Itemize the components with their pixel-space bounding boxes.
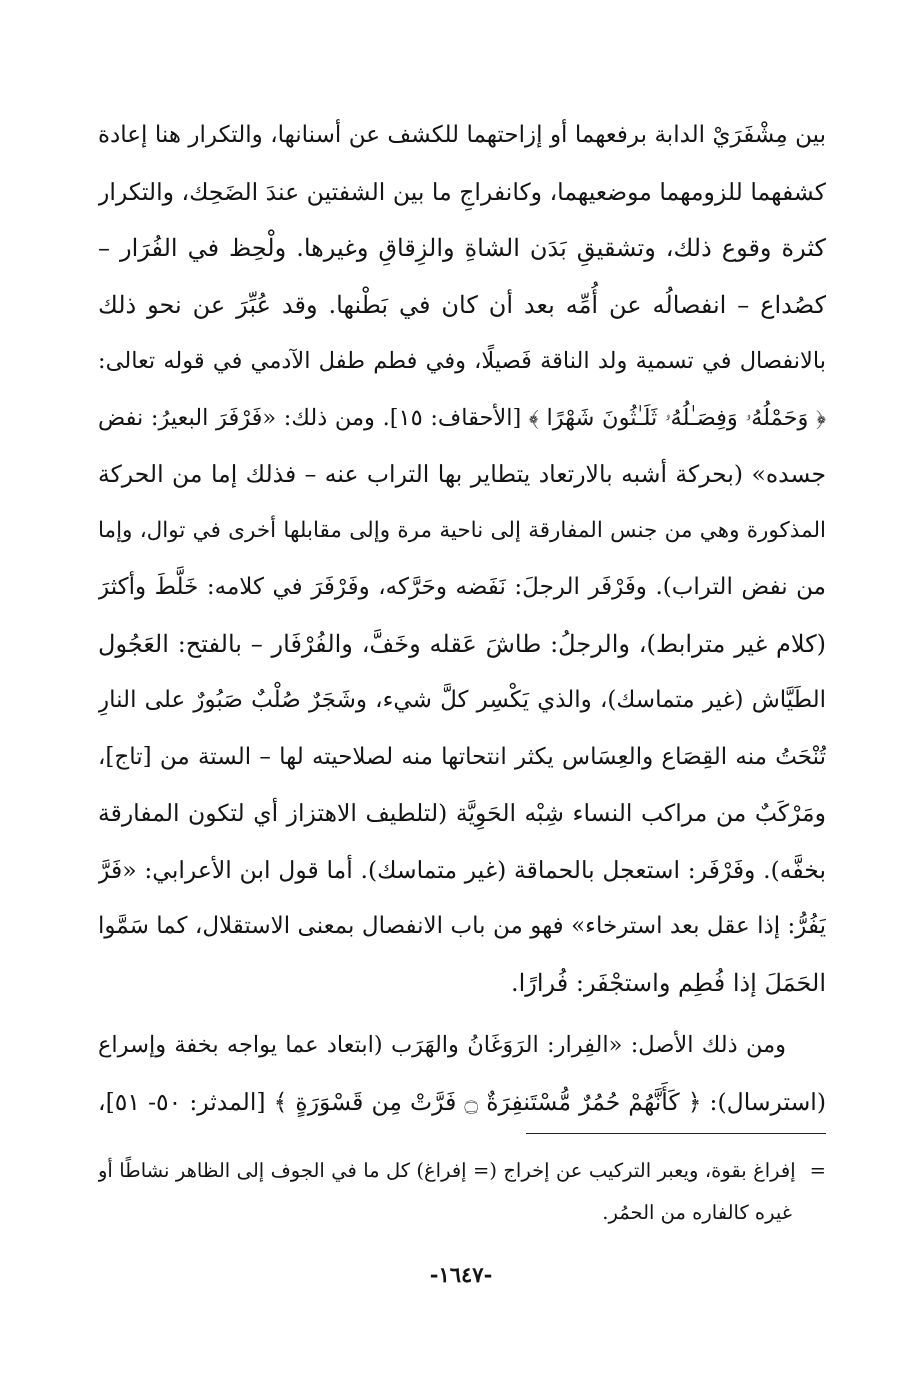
text-line: بخفَّه). وفَرْفَر: استعجل بالحماقة (غير متماسك). أما قول ابن الأعرابي: «فَرَّ — [98, 855, 826, 884]
text-line: المذكورة وهي من جنس المفارقة إلى ناحية مرة وإلى مقابلها أخرى في توال، وإما — [98, 517, 826, 543]
paragraph-start-line: ومن ذلك الأصل: «الفِرار: الرَوَغَانُ والهَرَب (ابتعاد عما يواجه بخفة وإسراع — [98, 1032, 786, 1058]
body-text — [98, 107, 826, 1130]
footnote-separator — [526, 1133, 826, 1134]
text-line: (استرسال): ﴿ كَأَنَّهُمْ حُمُرٌ مُّسْتَنفِرَةٌ ۝ فَرَّتْ مِن قَسْوَرَةٍ ﴾ [المدثر: ٥٠- ٥١]، — [98, 1087, 826, 1116]
text-line: تُنْحَتُ منه القِصَاع والعِسَاس يكثر انتحاتها منه لصلاحيته لها – الستة من [تاج]، — [98, 743, 826, 770]
text-line: الطَيَّاش (غير متماسك)، والذي يَكْسِر كلَّ شيء، وشَجَرٌ صُلْبٌ صَبُورٌ على النارِ — [98, 687, 826, 713]
text-line: كشفهما للزومهما موضعيهما، وكانفراجِ ما بين الشفتين عندَ الضَحِك، والتكرار — [98, 177, 826, 206]
text-line: من نفض التراب). وفَرْفَر الرجلَ: نَفَضه وحَرَّكه، وفَرْفَرَ في كلامه: خَلَّطَ وأكثرَ — [98, 574, 826, 600]
footnote-line: غيره كالفاره من الحمُر. — [602, 1201, 792, 1224]
text-line: بالانفصال في تسمية ولد الناقة فَصيلًا، وفي فطم طفل الآدمي في قوله تعالى: — [98, 348, 826, 374]
text-line: يَفُرُّ: إذا عقل بعد استرخاء» فهو من باب الانفصال بمعنى الاستقلال، كما سَمَّوا — [98, 913, 826, 939]
footnote — [98, 1150, 826, 1234]
text-line: (كلام غير مترابط)، والرجلُ: طاشَ عَقله وخَفَّ، والفُرْفَار – بالفتح: العَجُول — [98, 629, 826, 658]
text-line: الحَمَلَ إذا فُطِم واستجْفَر: فُرارًا. — [510, 968, 826, 997]
page-number: -١٦٤٧- — [429, 1262, 493, 1287]
text-line: كثرة وقوع ذلك، وتشقيقِ بَدَن الشاةِ والزِقاقِ وغيرها. ولْحِظ في الفُرَار – — [98, 234, 826, 262]
text-line: بين مِشْفَرَيْ الدابة برفعهما أو إزاحتهما للكشف عن أسنانها، والتكرار هنا إعادة — [98, 122, 826, 148]
text-line: كصُداع – انفصالُه عن أُمِّه بعد أن كان في بَطْنها. وقد عُبِّرَ عن نحو ذلك — [98, 290, 826, 319]
footnote-line: إفراغ بقوة، ويعبر التركيب عن إخراج (= إفراغ) كل ما في الجوف إلى الظاهر نشاطًا أو — [98, 1159, 796, 1182]
text-line: ومَرْكَبٌ من مراكب النساء شِبْه الحَوِيَّة (لتلطيف الاهتزاز أي لتكون المفارقة — [98, 799, 826, 827]
text-line: ﴿ وَحَمْلُهُۥ وَفِصَـٰلُهُۥ ثَلَـٰثُونَ شَهْرًا ﴾ [الأحقاف: ١٥]. ومن ذلك: «فَرْفَرَ البعيرُ: نفض — [98, 404, 826, 431]
footnote-continuation-mark: = — [809, 1159, 826, 1182]
text-line: جسده» (بحركة أشبه بالارتعاد يتطاير بها التراب عنه – فذلك إما من الحركة — [98, 460, 826, 488]
